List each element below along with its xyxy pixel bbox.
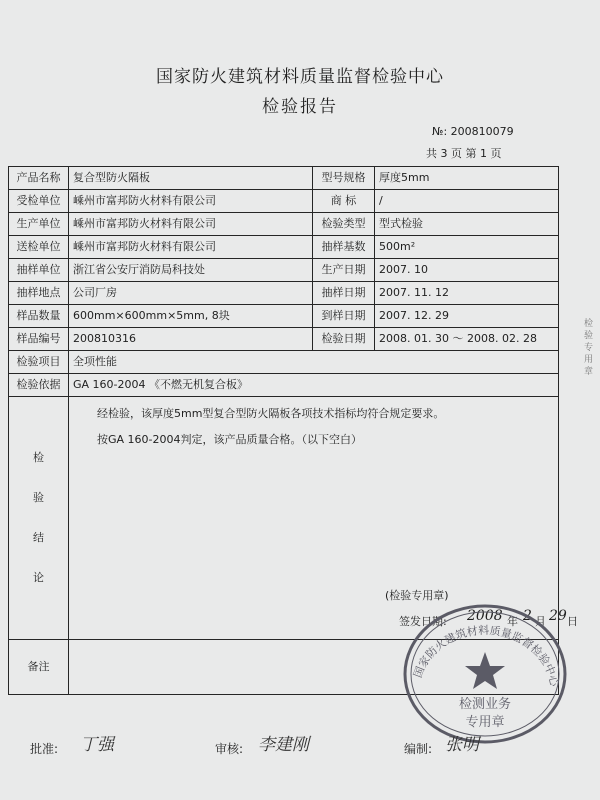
approve-signature: 丁强 [80,735,114,755]
table-row [9,236,559,259]
table-row [9,305,559,328]
seal-text-2: 专用章 [465,715,505,730]
sign-date-month-unit: 月 [535,615,546,628]
inspection-seal [400,596,570,746]
field-label: 抽样基数 [313,236,375,259]
field-label: 到样日期 [313,305,375,328]
table-row [9,190,559,213]
page-count: 共 3 页 第 1 页 [426,147,502,160]
sign-date-day-unit: 日 [567,615,578,628]
seal-text-1: 检测业务 [458,697,512,712]
field-value: / [375,190,559,213]
report-number: №: 200810079 [432,125,514,138]
stamp-label: (检验专用章) [385,589,449,602]
table-row [9,213,559,236]
field-value: 复合型防火隔板 [69,167,313,190]
conclusion-text-1: 经检验，该厚度5mm型复合型防火隔板各项技术指标均符合规定要求。 [97,407,445,420]
table-row [9,282,559,305]
sign-date-label: 签发日期: [399,615,447,628]
star-icon [465,652,505,689]
field-value: 2008. 01. 30 ～ 2008. 02. 28 [375,328,559,351]
sign-date-year-unit: 年 [507,615,518,628]
field-value: 嵊州市富邦防火材料有限公司 [69,190,313,213]
field-label: 受检单位 [9,190,69,213]
field-value: 200810316 [69,328,313,351]
field-label: 检验日期 [313,328,375,351]
conclusion-label-char: 论 [33,571,44,584]
field-label: 型号规格 [313,167,375,190]
conclusion-label-char: 验 [33,491,44,504]
field-value: 公司厂房 [69,282,313,305]
field-value: 500m² [375,236,559,259]
approve-label: 批准: [30,742,59,756]
field-label: 抽样日期 [313,282,375,305]
organization-title: 国家防火建筑材料质量监督检验中心 [156,67,444,87]
field-value: 2007. 10 [375,259,559,282]
field-label: 样品数量 [9,305,69,328]
field-label: 检验类型 [313,213,375,236]
inspection-item-row [9,351,559,374]
inspection-item-label: 检验项目 [9,351,69,374]
field-value: 型式检验 [375,213,559,236]
field-label: 抽样单位 [9,259,69,282]
seal-ring-text: 国家防火建筑材料质量监督检验中心 [411,623,561,688]
conclusion-text-2: 按GA 160-2004判定，该产品质量合格。（以下空白） [97,433,363,446]
field-value: 嵊州市富邦防火材料有限公司 [69,236,313,259]
field-label: 样品编号 [9,328,69,351]
field-value: 浙江省公安厅消防局科技处 [69,259,313,282]
field-value: 600mm×600mm×5mm, 8块 [69,305,313,328]
field-label: 生产单位 [9,213,69,236]
conclusion-label [9,397,69,640]
review-signature: 李建刚 [258,735,309,755]
sign-date-month: 2 [523,608,532,624]
table-row [9,259,559,282]
conclusion-label-char: 检 [33,451,44,464]
inspection-basis-value: GA 160-2004 《不燃无机复合板》 [69,374,559,397]
field-value: 2007. 12. 29 [375,305,559,328]
compile-label: 编制: [404,742,433,756]
field-label: 送检单位 [9,236,69,259]
field-label: 商 标 [313,190,375,213]
inspection-item-value: 全项性能 [69,351,559,374]
sign-date-year: 2008 [467,608,503,624]
edge-stamp-fragment: 检验专用章 [584,319,594,377]
field-label: 生产日期 [313,259,375,282]
report-title: 检验报告 [262,97,338,117]
field-value: 2007. 11. 12 [375,282,559,305]
sign-date-day: 29 [549,608,567,624]
field-label: 抽样地点 [9,282,69,305]
table-row [9,167,559,190]
remarks-label: 备注 [9,640,69,695]
field-value: 嵊州市富邦防火材料有限公司 [69,213,313,236]
field-label: 产品名称 [9,167,69,190]
compile-signature: 张明 [445,735,479,755]
table-row [9,328,559,351]
inspection-basis-row [9,374,559,397]
conclusion-label-char: 结 [33,531,44,544]
review-label: 审核: [215,742,244,756]
field-value: 厚度5mm [375,167,559,190]
inspection-basis-label: 检验依据 [9,374,69,397]
